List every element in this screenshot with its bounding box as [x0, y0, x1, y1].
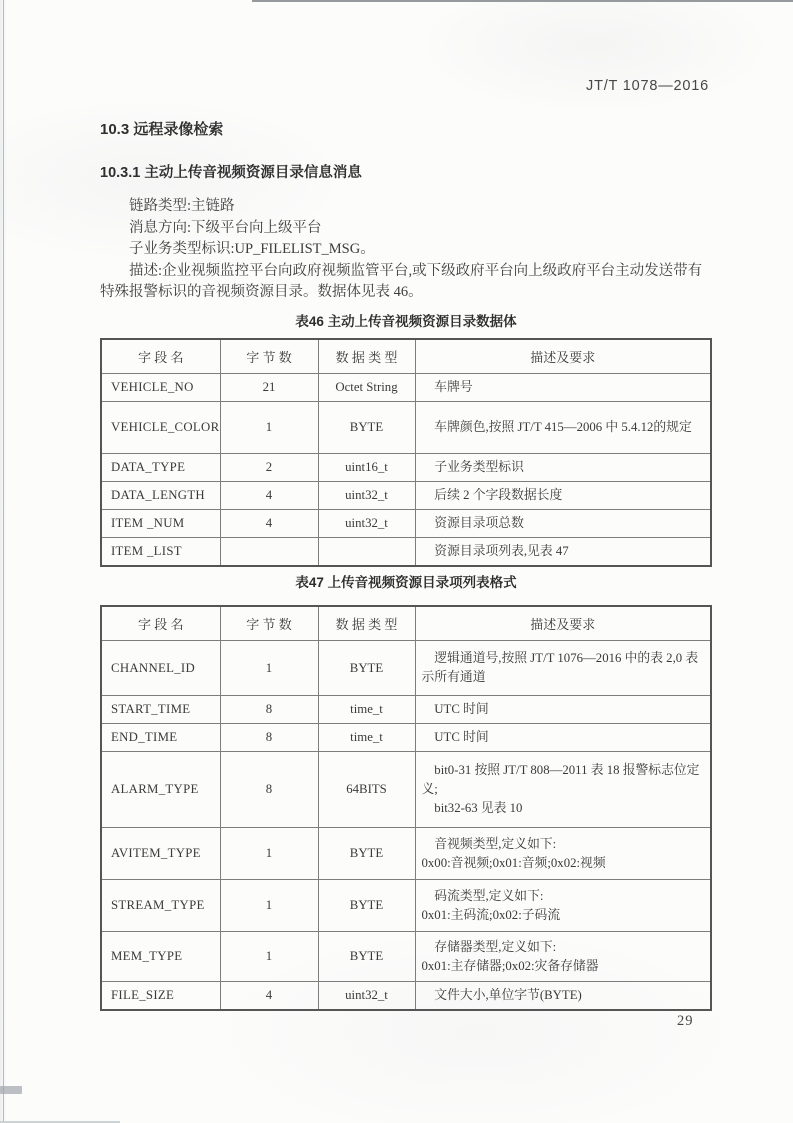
table-row: [101, 696, 711, 724]
desc-paragraph: UTC 时间: [434, 702, 489, 716]
table-header-row: [101, 339, 711, 374]
cell-field: END_TIME: [101, 724, 220, 752]
cell-desc: [415, 454, 711, 482]
col-header-desc: 描述及要求: [415, 339, 711, 374]
cell-field: FILE_SIZE: [101, 982, 220, 1011]
cell-type: 64BITS: [318, 752, 415, 828]
table47: [100, 605, 712, 1011]
cell-type: uint16_t: [318, 454, 415, 482]
table-row: [101, 374, 711, 402]
cell-type: uint32_t: [318, 982, 415, 1011]
cell-field: ITEM _LIST: [101, 538, 220, 567]
section-heading: 10.3 远程录像检索: [100, 121, 224, 138]
meta-line-link-type: 链路类型:主链路: [129, 198, 235, 214]
table-header-row: [101, 606, 711, 641]
cell-field: ITEM _NUM: [101, 510, 220, 538]
table-row: [101, 641, 711, 696]
cell-desc: [415, 752, 711, 828]
col-header-desc: 描述及要求: [415, 606, 711, 641]
cell-field: AVITEM_TYPE: [101, 828, 220, 880]
cell-type: time_t: [318, 724, 415, 752]
desc-paragraph: 音视频类型,定义如下:: [434, 836, 557, 851]
desc-paragraph: bit32-63 见表 10: [434, 801, 523, 815]
cell-desc: [415, 696, 711, 724]
cell-bytes: 8: [220, 724, 318, 752]
table-row: [101, 510, 711, 538]
cell-field: ALARM_TYPE: [101, 752, 220, 828]
scan-top-edge-line: [252, 0, 793, 2]
desc-paragraph: 子业务类型标识: [434, 460, 524, 474]
table-row: [101, 724, 711, 752]
desc-paragraph: 码流类型,定义如下:: [434, 888, 544, 903]
cell-desc: [415, 932, 711, 982]
standard-code-header: JT/T 1078—2016: [586, 78, 709, 94]
cell-bytes: 2: [220, 454, 318, 482]
scan-left-edge-line: [3, 0, 4, 1123]
cell-type: BYTE: [318, 641, 415, 696]
cell-bytes: 8: [220, 696, 318, 724]
table-row: [101, 482, 711, 510]
table-row: [101, 880, 711, 932]
cell-bytes: 1: [220, 828, 318, 880]
desc-paragraph: 0x01:主存储器;0x02:灾备存储器: [421, 958, 599, 973]
cell-field: DATA_TYPE: [101, 454, 220, 482]
cell-type: Octet String: [318, 374, 415, 402]
cell-bytes: [220, 538, 318, 567]
cell-desc: [415, 641, 711, 696]
cell-desc: [415, 828, 711, 880]
table-row: [101, 402, 711, 454]
cell-desc: [415, 510, 711, 538]
table47-title: 表47 上传音视频资源目录项列表格式: [295, 575, 517, 590]
cell-bytes: 1: [220, 932, 318, 982]
cell-type: BYTE: [318, 828, 415, 880]
table-row: [101, 828, 711, 880]
meta-line-sub-business-id: 子业务类型标识:UP_FILELIST_MSG。: [129, 241, 375, 257]
table46: [100, 338, 712, 567]
desc-paragraph: 后续 2 个字段数据长度: [434, 488, 563, 502]
cell-bytes: 8: [220, 752, 318, 828]
col-header-bytes: 字 节 数: [220, 339, 318, 374]
cell-bytes: 4: [220, 982, 318, 1011]
page-number: 29: [677, 1013, 694, 1029]
col-header-type: 数 据 类 型: [318, 339, 415, 374]
cell-type: uint32_t: [318, 482, 415, 510]
table-row: [101, 752, 711, 828]
col-header-type: 数 据 类 型: [318, 606, 415, 641]
table47-grid: [100, 605, 712, 1011]
cell-bytes: 1: [220, 641, 318, 696]
cell-field: VEHICLE_NO: [101, 374, 220, 402]
cell-bytes: 21: [220, 374, 318, 402]
cell-field: DATA_LENGTH: [101, 482, 220, 510]
desc-paragraph: 车牌号: [434, 380, 473, 394]
desc-paragraph: UTC 时间: [434, 730, 489, 744]
description-paragraph: 描述:企业视频监控平台向政府视频监管平台,或下级政府平台向上级政府平台主动发送带有特殊报警标识的音视频资源目录。数据体见表 46。: [100, 262, 703, 300]
cell-field: START_TIME: [101, 696, 220, 724]
col-header-field: 字 段 名: [101, 339, 220, 374]
table-row: [101, 982, 711, 1011]
desc-paragraph: 资源目录项总数: [434, 516, 524, 530]
scan-bottom-left-mark: [0, 1086, 22, 1094]
table-row: [101, 932, 711, 982]
col-header-bytes: 字 节 数: [220, 606, 318, 641]
desc-paragraph: 车牌颜色,按照 JT/T 415—2006 中 5.4.12的规定: [434, 420, 692, 434]
cell-bytes: 1: [220, 402, 318, 454]
cell-type: [318, 538, 415, 567]
cell-type: BYTE: [318, 880, 415, 932]
cell-field: CHANNEL_ID: [101, 641, 220, 696]
desc-paragraph: 0x00:音视频;0x01:音频;0x02:视频: [421, 855, 606, 870]
cell-type: uint32_t: [318, 510, 415, 538]
cell-desc: [415, 724, 711, 752]
cell-type: time_t: [318, 696, 415, 724]
cell-field: STREAM_TYPE: [101, 880, 220, 932]
desc-paragraph: 逻辑通道号,按照 JT/T 1076—2016 中的表 2,0 表示所有通道: [421, 651, 699, 684]
cell-desc: [415, 880, 711, 932]
cell-desc: [415, 982, 711, 1011]
desc-paragraph: 文件大小,单位字节(BYTE): [434, 988, 582, 1002]
cell-type: BYTE: [318, 932, 415, 982]
body-paragraphs: [100, 196, 712, 304]
table46-grid: [100, 338, 712, 567]
desc-paragraph: 0x01:主码流;0x02:子码流: [421, 907, 561, 922]
cell-type: BYTE: [318, 402, 415, 454]
table-row: [101, 454, 711, 482]
cell-desc: [415, 482, 711, 510]
cell-desc: [415, 538, 711, 567]
subsection-heading: 10.3.1 主动上传音视频资源目录信息消息: [100, 165, 362, 181]
cell-desc: [415, 374, 711, 402]
cell-bytes: 4: [220, 510, 318, 538]
cell-field: VEHICLE_COLOR: [101, 402, 220, 454]
meta-line-message-direction: 消息方向:下级平台向上级平台: [129, 219, 322, 236]
desc-paragraph: 存储器类型,定义如下:: [434, 939, 557, 954]
table-row: [101, 538, 711, 567]
cell-desc: [415, 402, 711, 454]
cell-bytes: 1: [220, 880, 318, 932]
desc-paragraph: 资源目录项列表,见表 47: [434, 544, 569, 558]
col-header-field: 字 段 名: [101, 606, 220, 641]
table46-title: 表46 主动上传音视频资源目录数据体: [295, 314, 517, 329]
cell-field: MEM_TYPE: [101, 932, 220, 982]
desc-paragraph: bit0-31 按照 JT/T 808—2011 表 18 报警标志位定义;: [421, 763, 700, 796]
cell-bytes: 4: [220, 482, 318, 510]
